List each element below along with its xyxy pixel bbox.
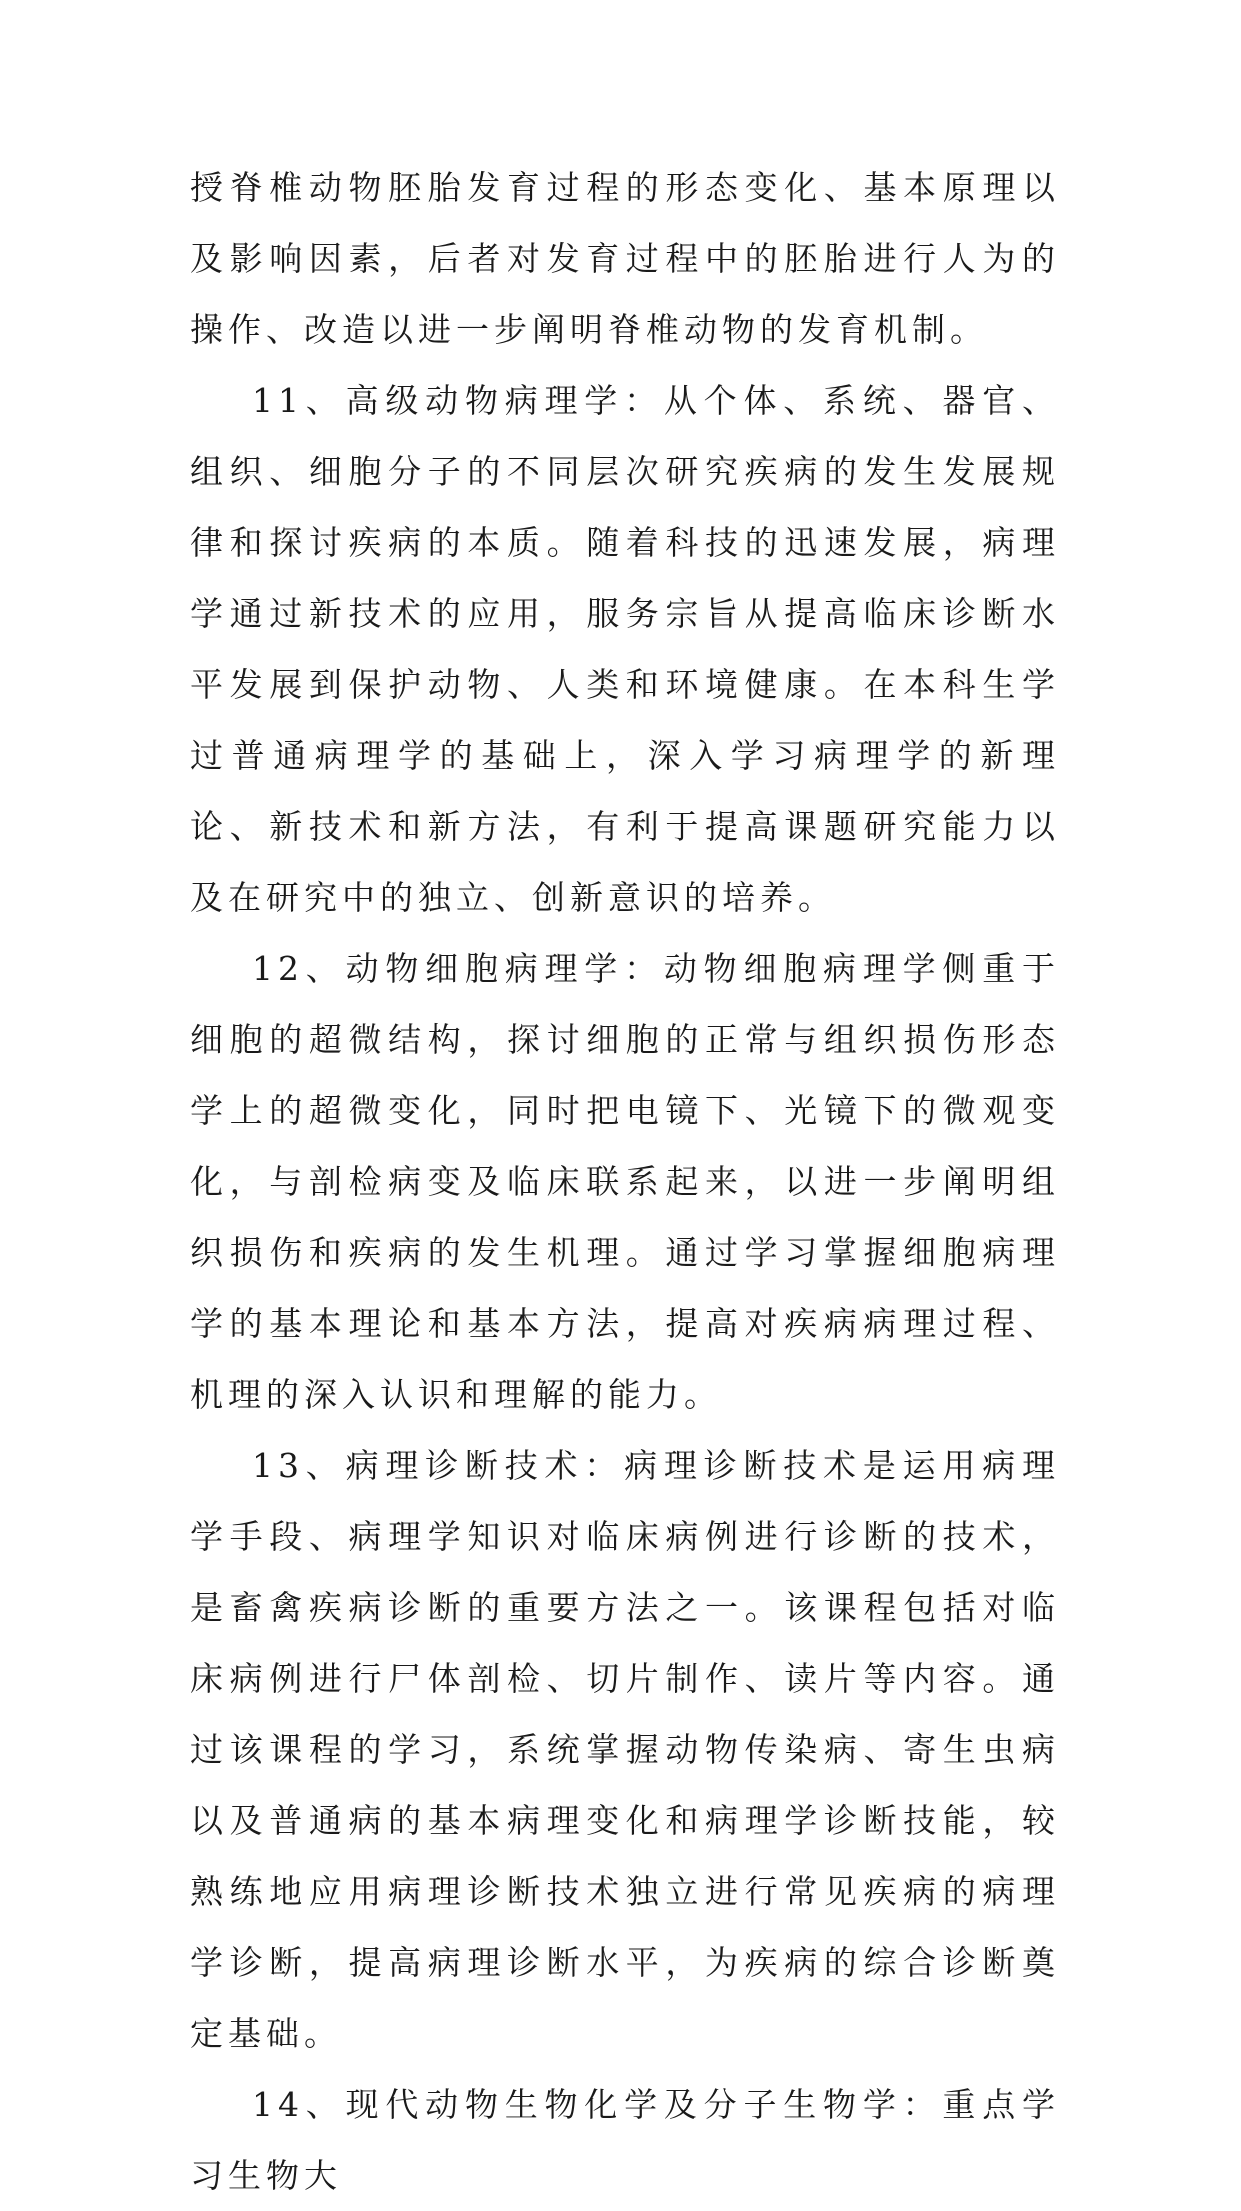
paragraph-item-13: 13、病理诊断技术：病理诊断技术是运用病理学手段、病理学知识对临床病例进行诊断的技术，是畜禽疾病诊断的重要方法之一。该课程包括对临床病例进行尸体剖检、切片制作、读片等内容。通过该课程的学习，系统掌握动物传染病、寄生虫病以及普通病的基本病理变化和病理学诊断技能，较熟练地应用病理诊断技术独立进行常见疾病的病理学诊断，提高病理诊断水平，为疾病的综合诊断奠定基础。 [190,1446,1060,2053]
paragraph-item-11: 11、高级动物病理学：从个体、系统、器官、组织、细胞分子的不同层次研究疾病的发生发展规律和探讨疾病的本质。随着科技的迅速发展，病理学通过新技术的应用，服务宗旨从提高临床诊断水平发展到保护动物、人类和环境健康。在本科生学过普通病理学的基础上，深入学习病理学的新理论、新技术和新方法，有利于提高课题研究能力以及在研究中的独立、创新意识的培养。 [190,381,1060,917]
document-body [190,152,1060,2211]
paragraph-continuation: 授脊椎动物胚胎发育过程的形态变化、基本原理以及影响因素，后者对发育过程中的胚胎进行人为的操作、改造以进一步阐明脊椎动物的发育机制。 [190,168,1060,349]
paragraph-item-12: 12、动物细胞病理学：动物细胞病理学侧重于细胞的超微结构，探讨细胞的正常与组织损伤形态学上的超微变化，同时把电镜下、光镜下的微观变化，与剖检病变及临床联系起来，以进一步阐明组织损伤和疾病的发生机理。通过学习掌握细胞病理学的基本理论和基本方法，提高对疾病病理过程、机理的深入认识和理解的能力。 [190,949,1060,1414]
paragraph-item-14: 14、现代动物生物化学及分子生物学：重点学习生物大 [190,2085,1060,2195]
